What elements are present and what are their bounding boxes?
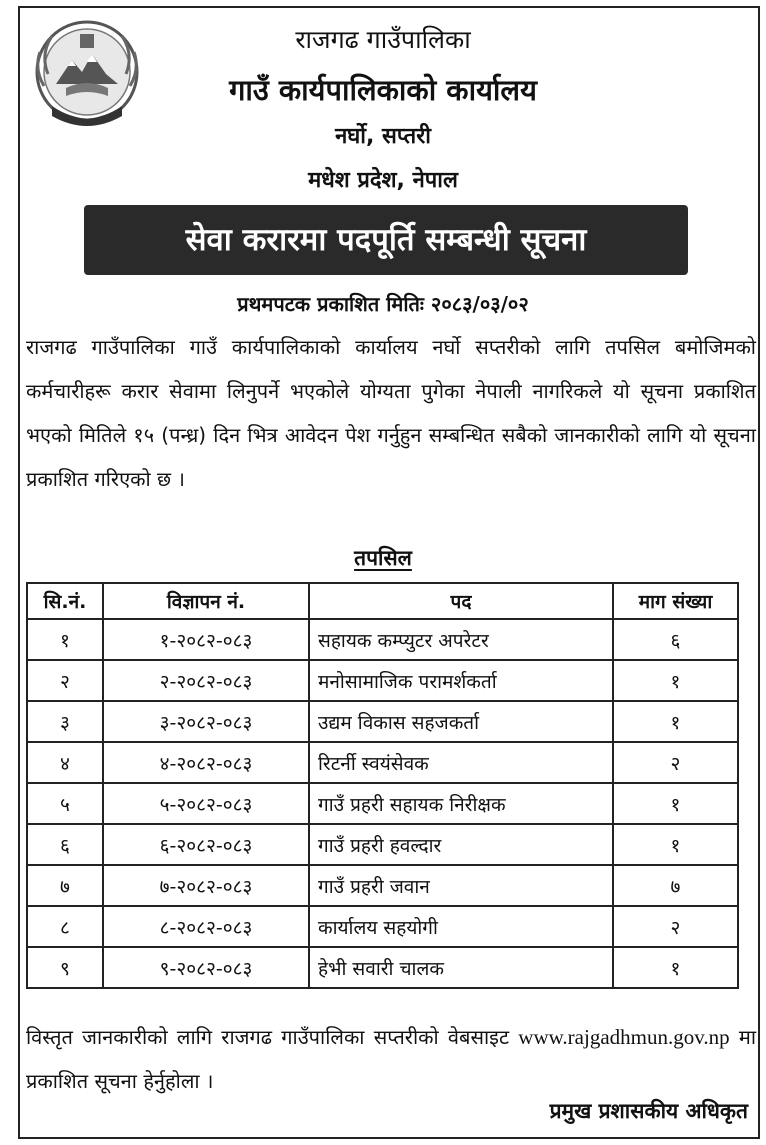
signature-title: प्रमुख प्रशासकीय अधिकृत [549,1099,748,1123]
cell-post: हेभी सवारी चालक [309,947,613,988]
table-row [27,783,738,824]
col-header-post: पद [309,583,613,619]
cell-sn: २ [27,660,103,701]
website-link[interactable]: www.rajgadhmun.gov.np [518,1025,730,1049]
office-location: नर्घो, सप्तरी [335,124,431,149]
cell-demand: १ [613,947,738,988]
cell-ad-no: १-२०८२-०८३ [103,619,309,660]
cell-post: मनोसामाजिक परामर्शकर्ता [309,660,613,701]
cell-ad-no: ७-२०८२-०८३ [103,865,309,906]
cell-ad-no: २-२०८२-०८३ [103,660,309,701]
cell-sn: १ [27,619,103,660]
cell-ad-no: ५-२०८२-०८३ [103,783,309,824]
table-header-row [27,583,738,619]
footer-note [26,1015,756,1103]
table-row [27,701,738,742]
footer-text-before: विस्तृत जानकारीको लागि राजगढ गाउँपालिका सप्तरीको वेबसाइट [26,1025,510,1049]
schedule-heading: तपसिल [354,546,412,570]
cell-sn: ८ [27,906,103,947]
cell-sn: ५ [27,783,103,824]
cell-post: उद्यम विकास सहजकर्ता [309,701,613,742]
cell-demand: १ [613,783,738,824]
vacancy-table [26,582,739,989]
cell-sn: ६ [27,824,103,865]
cell-sn: ७ [27,865,103,906]
cell-sn: ९ [27,947,103,988]
province-country: मधेश प्रदेश, नेपाल [308,168,458,193]
col-header-sn: सि.नं. [27,583,103,619]
table-row [27,906,738,947]
table-row [27,660,738,701]
col-header-demand: माग संख्या [613,583,738,619]
cell-demand: १ [613,824,738,865]
office-name: गाउँ कार्यपालिकाको कार्यालय [229,73,537,107]
cell-ad-no: ६-२०८२-०८३ [103,824,309,865]
cell-ad-no: ४-२०८२-०८३ [103,742,309,783]
municipality-name: राजगढ गाउँपालिका [295,25,471,54]
notice-body: राजगढ गाउँपालिका गाउँ कार्यपालिकाको कार्यालय नर्घो सप्तरीको लागि तपसिल बमोजिमको कर्मचारीहरू करार सेवामा लिनुपर्ने भएकोले योग्यता पुगेका नेपाली नागरिकले यो सूचना प्रकाशित भएको मितिले १५ (पन्ध्र) दिन भित्र आवेदन पेश गर्नुहुन सम्बन्धित सबैको जानकारीको लागि यो सूचना प्रकाशित गरिएको छ । [26,335,756,491]
publish-date: प्रथमपटक प्रकाशित मितिः २०८३/०३/०२ [237,292,529,316]
footer-text-after: मा प्रकाशित सूचना हेर्नुहोला । [26,1025,756,1093]
table-row [27,619,738,660]
cell-post: गाउँ प्रहरी हवल्दार [309,824,613,865]
cell-post: रिटर्नी स्वयंसेवक [309,742,613,783]
col-header-ad-no: विज्ञापन नं. [103,583,309,619]
cell-demand: २ [613,742,738,783]
notice-title-banner: सेवा करारमा पदपूर्ति सम्बन्धी सूचना [84,205,688,275]
cell-demand: ६ [613,619,738,660]
table-row [27,947,738,988]
cell-demand: १ [613,701,738,742]
cell-post: सहायक कम्प्युटर अपरेटर [309,619,613,660]
cell-sn: ४ [27,742,103,783]
cell-demand: २ [613,906,738,947]
cell-demand: ७ [613,865,738,906]
table-row [27,865,738,906]
cell-demand: १ [613,660,738,701]
cell-post: गाउँ प्रहरी जवान [309,865,613,906]
table-row [27,824,738,865]
cell-ad-no: ३-२०८२-०८३ [103,701,309,742]
cell-post: कार्यालय सहयोगी [309,906,613,947]
cell-sn: ३ [27,701,103,742]
cell-ad-no: ८-२०८२-०८३ [103,906,309,947]
cell-ad-no: ९-२०८२-०८३ [103,947,309,988]
cell-post: गाउँ प्रहरी सहायक निरीक्षक [309,783,613,824]
table-row [27,742,738,783]
